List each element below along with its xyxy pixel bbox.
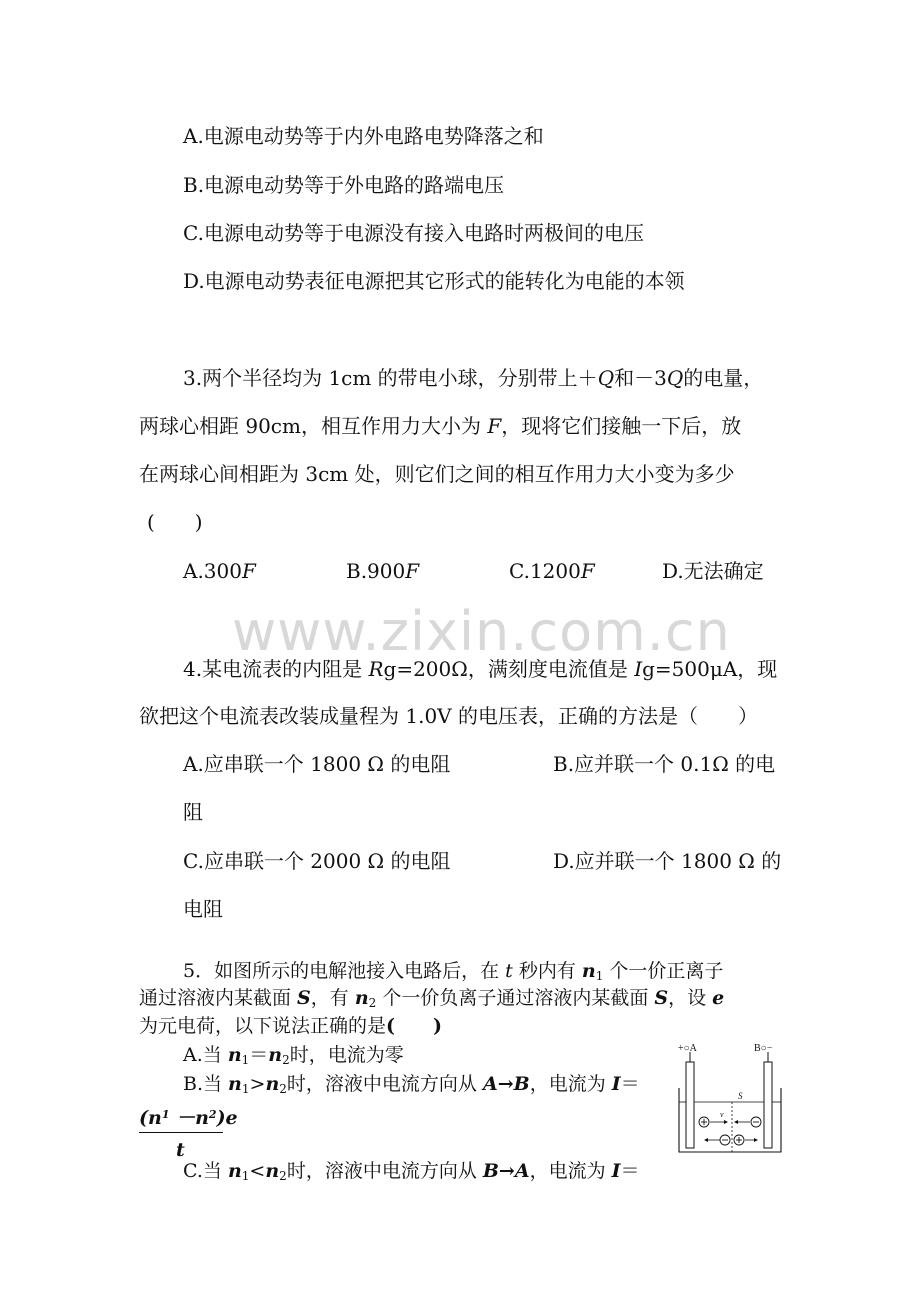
q4-option-b: B.应并联一个 0.1Ω 的电 xyxy=(553,752,776,776)
q4-line-1: 4.某电流表的内阻是 Rg=200Ω，满刻度电流值是 Ig=500μA，现 xyxy=(183,657,778,681)
q4-option-d-cont: 电阻 xyxy=(183,897,223,921)
q4-line-2: 欲把这个电流表改装成量程为 1.0V 的电压表，正确的方法是（ ） xyxy=(139,704,758,728)
figure-right-terminal: B○− xyxy=(754,1043,773,1054)
q3-line-1: 3.两个半径均为 1cm 的带电小球，分别带上＋Q和－3Q的电量， xyxy=(183,366,764,390)
q2-option-d: D.电源电动势表征电源把其它形式的能转化为电能的本领 xyxy=(183,269,685,293)
q5-option-b: B.当 $n_1>n_2$时，溶液中电流方向从 A→B，电流为 I＝ xyxy=(183,1073,640,1096)
q3-answer-paren: ( ) xyxy=(147,510,203,534)
q3-line-2: 两球心相距 90cm，相互作用力大小为 F，现将它们接触一下后，放 xyxy=(139,414,742,438)
q2-option-c: C.电源电动势等于电源没有接入电路时两极间的电压 xyxy=(183,221,644,245)
q3-option-d: D.无法确定 xyxy=(662,559,764,583)
section-label: S xyxy=(738,1091,743,1101)
watermark: www.zixin.com.cn xyxy=(232,600,731,663)
q3-option-b: B.900F xyxy=(346,559,420,583)
q4-option-b-cont: 阻 xyxy=(183,800,203,824)
q5-line-1: 5．如图所示的电解池接入电路后，在 t 秒内有 $n_1$ 个一价正离子 xyxy=(183,960,724,983)
q3-line-3: 在两球心间相距为 3cm 处，则它们之间的相互作用力大小变为多少 xyxy=(139,462,735,486)
right-electrode xyxy=(764,1062,772,1148)
q4-option-a: A.应串联一个 1800 Ω 的电阻 xyxy=(183,752,451,776)
q5-option-a: A.当 $n_1=n_2$时，电流为零 xyxy=(183,1044,404,1067)
q5-fraction-numerator: $(n^1 -n^2)e$ xyxy=(139,1107,238,1129)
q3-option-a: A.300F xyxy=(183,559,256,583)
q5-line-2: 通过溶液内某截面 S，有 $n_2$ 个一价负离子通过溶液内某截面 S，设 e xyxy=(139,987,725,1010)
q2-option-a: A.电源电动势等于内外电路电势降落之和 xyxy=(183,124,544,148)
electrolytic-cell-figure xyxy=(674,1040,786,1156)
velocity-label: v xyxy=(720,1110,724,1119)
q3-option-c: C.1200F xyxy=(509,559,595,583)
figure-left-terminal: +○A xyxy=(678,1043,697,1054)
q5-fraction-denominator: t xyxy=(176,1139,185,1161)
q5-option-c: C.当 $n_1<n_2$时，溶液中电流方向从 B→A，电流为 I＝ xyxy=(183,1160,640,1183)
q4-option-c: C.应串联一个 2000 Ω 的电阻 xyxy=(183,849,451,873)
q5-line-3: 为元电荷，以下说法正确的是( ) xyxy=(139,1015,442,1037)
q4-option-d: D.应并联一个 1800 Ω 的 xyxy=(553,849,782,873)
q5-fraction-bar xyxy=(139,1132,223,1133)
q2-option-b: B.电源电动势等于外电路的路端电压 xyxy=(183,173,505,197)
left-electrode xyxy=(686,1062,694,1148)
